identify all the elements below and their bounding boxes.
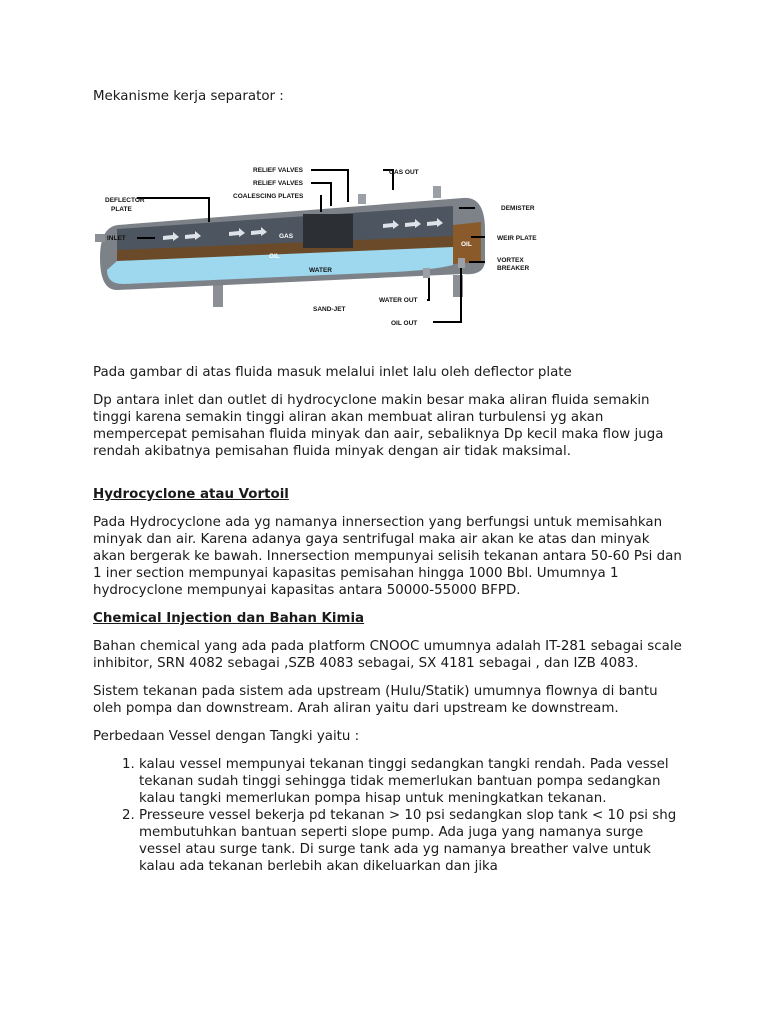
paragraph-3: Pada Hydrocyclone ada yg namanya innersection yang berfungsi untuk memisahkan minyak dan air. Karena adanya gaya sentrifugal maka air akan ke atas dan minyak akan bergerak ke bawah. Innersection mempunyai selisih tekanan antara 50-60 Psi dan 1 iner section mempunyai kapasitas pemisahan hingga 1000 Bbl. Umumnya 1 hydrocyclone mempunyai kapasitas antara 50000-55000 BFPD. xyxy=(93,515,682,598)
label-demister: DEMISTER xyxy=(501,205,535,212)
gas-out-nozzle xyxy=(433,186,441,198)
label-water-out: WATER OUT xyxy=(379,297,418,304)
document-body xyxy=(93,364,683,875)
label-deflector-plate-1: DEFLECTOR xyxy=(105,197,145,204)
heading-hydrocyclone: Hydrocyclone atau Vortoil xyxy=(93,487,289,502)
label-oil-right: OIL xyxy=(461,241,472,248)
separator-diagram xyxy=(93,150,563,340)
label-deflector-plate-2: PLATE xyxy=(111,206,132,213)
heading-chemical-injection: Chemical Injection dan Bahan Kimia xyxy=(93,611,365,626)
support-left xyxy=(213,285,223,307)
paragraph-6: Perbedaan Vessel dengan Tangki yaitu : xyxy=(93,729,360,744)
label-relief-valves-1: RELIEF VALVES xyxy=(253,167,303,174)
list-item: 2. Presseure vessel bekerja pd tekanan > 10 psi sedangkan slop tank < 10 psi shg membutuhkan bantuan seperti slope pump. Ada juga yang namanya surge vessel atau surge tank. Di surge tank ada yg namanya breather valve untuk kalau ada tekanan berlebih akan dikeluarkan dan jika xyxy=(139,807,683,875)
list-item: 1. kalau vessel mempunyai tekanan tinggi sedangkan tangki rendah. Pada vessel tekanan sudah tinggi sehingga tidak memerlukan bantuan pompa sedangkan kalau tangki memerlukan pompa hisap untuk meningkatkan tekanan. xyxy=(139,756,683,807)
oil-out-nozzle xyxy=(458,258,465,268)
paragraph-4: Bahan chemical yang ada pada platform CNOOC umumnya adalah IT-281 sebagai scale inhibitor, SRN 4082 sebagai ,SZB 4083 sebagai, SX 4181 sebagai , dan IZB 4083. xyxy=(93,639,682,671)
paragraph-2: Dp antara inlet dan outlet di hydrocyclone makin besar maka aliran fluida semakin tinggi karena semakin tinggi aliran akan membuat aliran turbulensi yg akan mempercepat pemisahan fluida minyak dan aair, sebaliknya Dp kecil maka flow juga rendah akibatnya pemisahan fluida minyak dengan air tidak maksimal. xyxy=(93,393,664,459)
label-coalescing-plates: COALESCING PLATES xyxy=(233,193,304,200)
water-out-nozzle xyxy=(423,268,430,278)
relief-valve-nozzle xyxy=(358,194,366,204)
label-gas: GAS xyxy=(279,233,294,240)
paragraph-1: Pada gambar di atas fluida masuk melalui inlet lalu oleh deflector plate xyxy=(93,365,572,380)
paragraph-5: Sistem tekanan pada sistem ada upstream (Hulu/Statik) umumnya flownya di bantu oleh pompa dan downstream. Arah aliran yaitu dari upstream ke downstream. xyxy=(93,684,658,716)
numbered-list xyxy=(93,756,683,875)
label-vortex-2: BREAKER xyxy=(497,265,530,272)
label-weir-plate: WEIR PLATE xyxy=(497,235,537,242)
coalescing-plates xyxy=(303,214,353,248)
label-inlet: INLET xyxy=(107,235,126,242)
label-relief-valves-2: RELIEF VALVES xyxy=(253,180,303,187)
label-gas-out: GAS OUT xyxy=(389,169,419,176)
intro-text: Mekanisme kerja separator : xyxy=(93,89,284,104)
label-oil-left: OIL xyxy=(269,253,280,260)
label-vortex-1: VORTEX xyxy=(497,257,524,264)
inlet-nozzle xyxy=(95,234,105,242)
label-water: WATER xyxy=(309,267,332,274)
label-oil-out: OIL OUT xyxy=(391,320,418,327)
label-sand-jet: SAND-JET xyxy=(313,306,346,313)
